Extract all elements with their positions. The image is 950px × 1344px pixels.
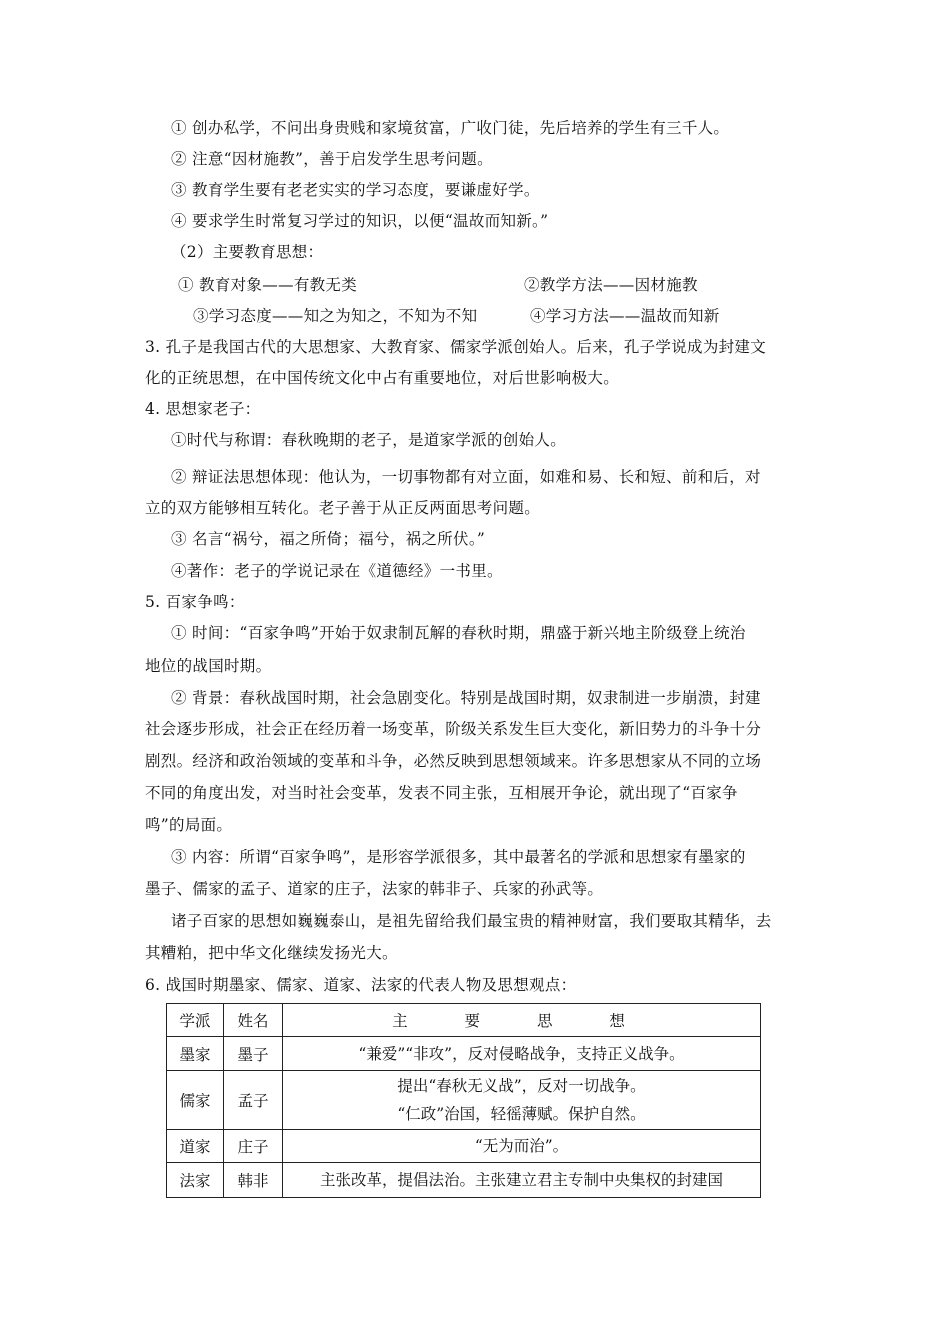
name-cell: 韩非 <box>224 1163 283 1198</box>
text-line: ③学习态度——知之为知之，不知为不知 <box>193 307 478 325</box>
table-header-cell <box>283 1004 761 1037</box>
idea-text: “无为而治”。 <box>474 1137 569 1155</box>
text-line: 剧烈。经济和政治领域的变革和斗争，必然反映到思想领域来。许多思想家从不同的立场 <box>145 752 762 770</box>
text-line: 不同的角度出发，对当时社会变革，发表不同主张，互相展开争论，就出现了“百家争 <box>145 784 738 802</box>
idea-cell <box>283 1130 761 1163</box>
text-line: 化的正统思想，在中国传统文化中占有重要地位，对后世影响极大。 <box>145 369 620 387</box>
table-header-cell: 姓名 <box>224 1004 283 1037</box>
text-line: 地位的战国时期。 <box>145 657 272 675</box>
table-row <box>167 1130 761 1163</box>
idea-text: 主张改革，提倡法治。主张建立君主专制中央集权的封建国 <box>319 1171 723 1189</box>
text-line: ③ 名言“祸兮，福之所倚；福兮，祸之所伏。” <box>171 530 486 548</box>
text-line: ① 创办私学，不问出身贵贱和家境贫富，广收门徒，先后培养的学生有三千人。 <box>171 119 730 137</box>
text-line: ②教学方法——因材施教 <box>524 276 698 294</box>
text-line: 其糟粕，把中华文化继续发扬光大。 <box>145 944 398 962</box>
text-line: ①时代与称谓：春秋晚期的老子，是道家学派的创始人。 <box>171 431 567 449</box>
text-line: 墨子、儒家的孟子、道家的庄子，法家的韩非子、兵家的孙武等。 <box>145 880 604 898</box>
text-line: 6. 战国时期墨家、儒家、道家、法家的代表人物及思想观点： <box>145 976 577 994</box>
idea-cell <box>283 1163 761 1198</box>
idea-text: “兼爱”“非攻”，反对侵略战争，支持正义战争。 <box>358 1044 685 1063</box>
text-line: 鸣”的局面。 <box>145 816 233 834</box>
school-cell: 道家 <box>167 1130 224 1163</box>
text-line: ① 教育对象——有教无类 <box>178 276 358 294</box>
table-header-label: 主 要 思 想 <box>392 1012 651 1030</box>
text-line: 5. 百家争鸣： <box>145 593 245 611</box>
text-line: ② 背景：春秋战国时期，社会急剧变化。特别是战国时期，奴隶制进一步崩溃，封建 <box>171 689 761 707</box>
table-header-cell: 学派 <box>167 1004 224 1037</box>
name-cell: 墨子 <box>224 1037 283 1071</box>
text-line: ② 辩证法思想体现：他认为，一切事物都有对立面，如难和易、长和短、前和后，对 <box>171 468 761 486</box>
table-row <box>167 1163 761 1198</box>
idea-cell <box>283 1071 761 1130</box>
schools-table <box>166 1003 761 1198</box>
name-cell: 孟子 <box>224 1071 283 1130</box>
table-row <box>167 1071 761 1130</box>
idea-text: “仁政”治国，轻徭薄赋。保护自然。 <box>397 1105 646 1123</box>
table-row <box>167 1037 761 1071</box>
text-line: 3. 孔子是我国古代的大思想家、大教育家、儒家学派创始人。后来，孔子学说成为封建文 <box>145 338 767 356</box>
table-header-row <box>167 1004 761 1037</box>
school-cell: 墨家 <box>167 1037 224 1071</box>
text-line: 诸子百家的思想如巍巍泰山，是祖先留给我们最宝贵的精神财富，我们要取其精华，去 <box>171 912 772 930</box>
text-line: ④学习方法——温故而知新 <box>530 307 720 325</box>
text-line: ④著作：老子的学说记录在《道德经》一书里。 <box>171 562 503 580</box>
text-line: ② 注意“因材施教”，善于启发学生思考问题。 <box>171 150 493 168</box>
idea-cell <box>283 1037 761 1071</box>
school-cell: 法家 <box>167 1163 224 1198</box>
text-line: ③ 内容：所谓“百家争鸣”，是形容学派很多，其中最著名的学派和思想家有墨家的 <box>171 848 746 866</box>
text-line: ④ 要求学生时常复习学过的知识，以便“温故而知新。” <box>171 212 549 230</box>
text-line: 4. 思想家老子： <box>145 400 261 418</box>
text-line: 社会逐步形成，社会正在经历着一场变革，阶级关系发生巨大变化，新旧势力的斗争十分 <box>145 720 762 738</box>
text-line: 立的双方能够相互转化。老子善于从正反两面思考问题。 <box>145 499 541 517</box>
text-line: ③ 教育学生要有老老实实的学习态度，要谦虚好学。 <box>171 181 540 199</box>
idea-text: 提出“春秋无义战”，反对一切战争。 <box>397 1077 646 1095</box>
text-line: （2）主要教育思想： <box>171 243 324 261</box>
text-line: ① 时间：“百家争鸣”开始于奴隶制瓦解的春秋时期，鼎盛于新兴地主阶级登上统治 <box>171 624 746 642</box>
school-cell: 儒家 <box>167 1071 224 1130</box>
name-cell: 庄子 <box>224 1130 283 1163</box>
